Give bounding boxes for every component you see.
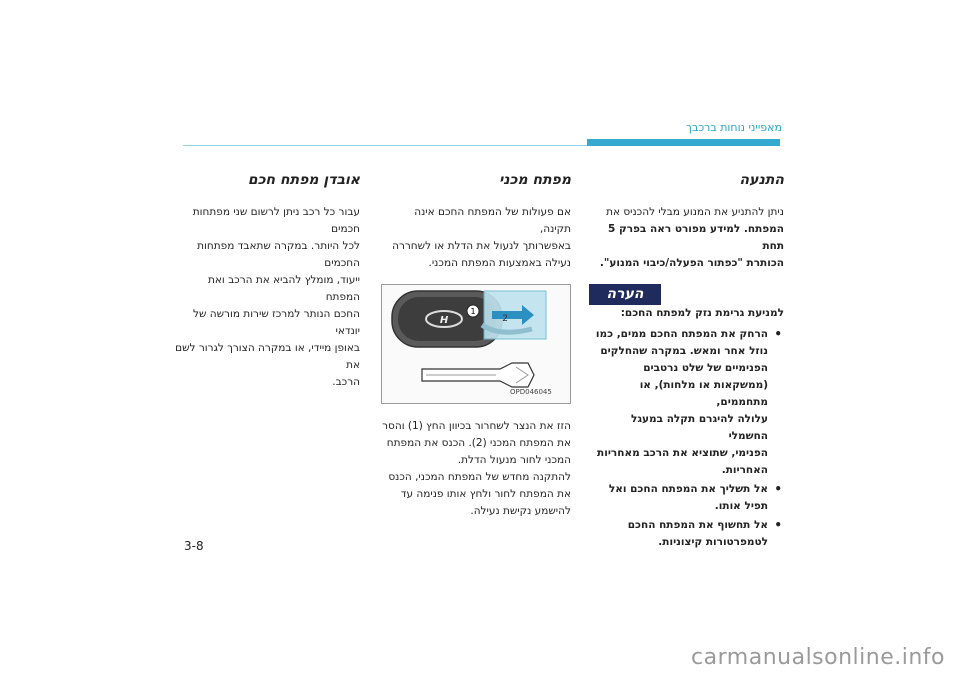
svg-text:H: H [439, 315, 449, 326]
figure-label-2: 2 [502, 314, 508, 324]
section-header: מאפייני נוחות ברכבך [686, 121, 782, 134]
lost-key-line: לכל היותר. במקרה שתאבד מפתחות החכמים [197, 240, 360, 269]
smart-key-figure [381, 284, 571, 404]
lost-key-line: הרכב. [332, 376, 360, 388]
warning-banner [589, 284, 784, 305]
starting-line-1: ניתן להתניע את המנוע מבלי להכניס את [606, 206, 784, 218]
mechanical-key-line: באפשרותך לנעול את הדלת או לשחררה [392, 240, 571, 252]
mechanical-key-title: מפתח מכני [499, 172, 571, 188]
mechanical-key-column [381, 172, 571, 520]
warning-item: • הרחק את המפתח החכם ממים, כמו נוזל אחר ומאש. במקרה שהחלקים הפנימיים של שלט נרטבים (ממשקאות או מלחות), או מתחממים, עלולה להיגרם תקלה במעגל החשמלי הפנימי, שתוציא את הרכב מאחריות האחריות. [589, 326, 768, 479]
starting-line-3: הכותרת "כפתור הפעלה/כיבוי המנוע". [599, 257, 784, 269]
mechanical-key-line: נעילה באמצעות המפתח המכני. [428, 257, 571, 269]
warning-item: • אל תשליך את המפתח החכם ואל תפיל אותו. [589, 481, 768, 515]
lost-key-line: באופן מיידי, או במקרה הצורך לגרור לשם את [175, 342, 360, 371]
warning-list [589, 326, 784, 551]
lost-key-column [175, 172, 360, 391]
figure-label-1: 1 [470, 307, 476, 316]
mechanical-key-line: אם פעולות של המפתח החכם אינה תקינה, [414, 206, 571, 235]
warning-item: • אל תחשוף את המפתח החכם לטמפרטורות קיצוניות. [589, 517, 768, 551]
lost-key-line: ייעוד, מומלץ להביא את הרכב ואת המפתח [207, 274, 360, 303]
lost-key-line: החכם הנותר למרכז שירות מורשה של יונדאי [193, 308, 360, 337]
starting-line-2: המפתח. למידע מפורט ראה בפרק 5 תחת [608, 223, 784, 252]
warning-label: הערה [589, 284, 661, 305]
mechanical-key-instructions: הזז את הנצר לשחרור בכיוון החץ (1) והסר את המפתח המכני (2). הכנס את המפתח המכני לחור מנעול הדלת. להתקנה מחדש של המפתח המכני, הכנס את המפתח לחור ולחץ אותו פנימה עד להישמע נקישת נעילה. [382, 420, 571, 517]
starting-column [589, 172, 784, 553]
starting-title: התנעה [739, 172, 784, 188]
lost-key-title: אובדן מפתח חכם [247, 172, 360, 188]
page-number: 3-8 [184, 539, 204, 553]
lost-key-line: עבור כל רכב ניתן לרשום שני מפתחות חכמים [192, 206, 360, 235]
header-accent-bar [587, 139, 780, 146]
watermark: carmanualsonline.info [691, 645, 945, 670]
figure-code: OPD046045 [510, 388, 552, 396]
warning-intro: למניעת גרימת נזק למפתח החכם: [620, 307, 784, 319]
